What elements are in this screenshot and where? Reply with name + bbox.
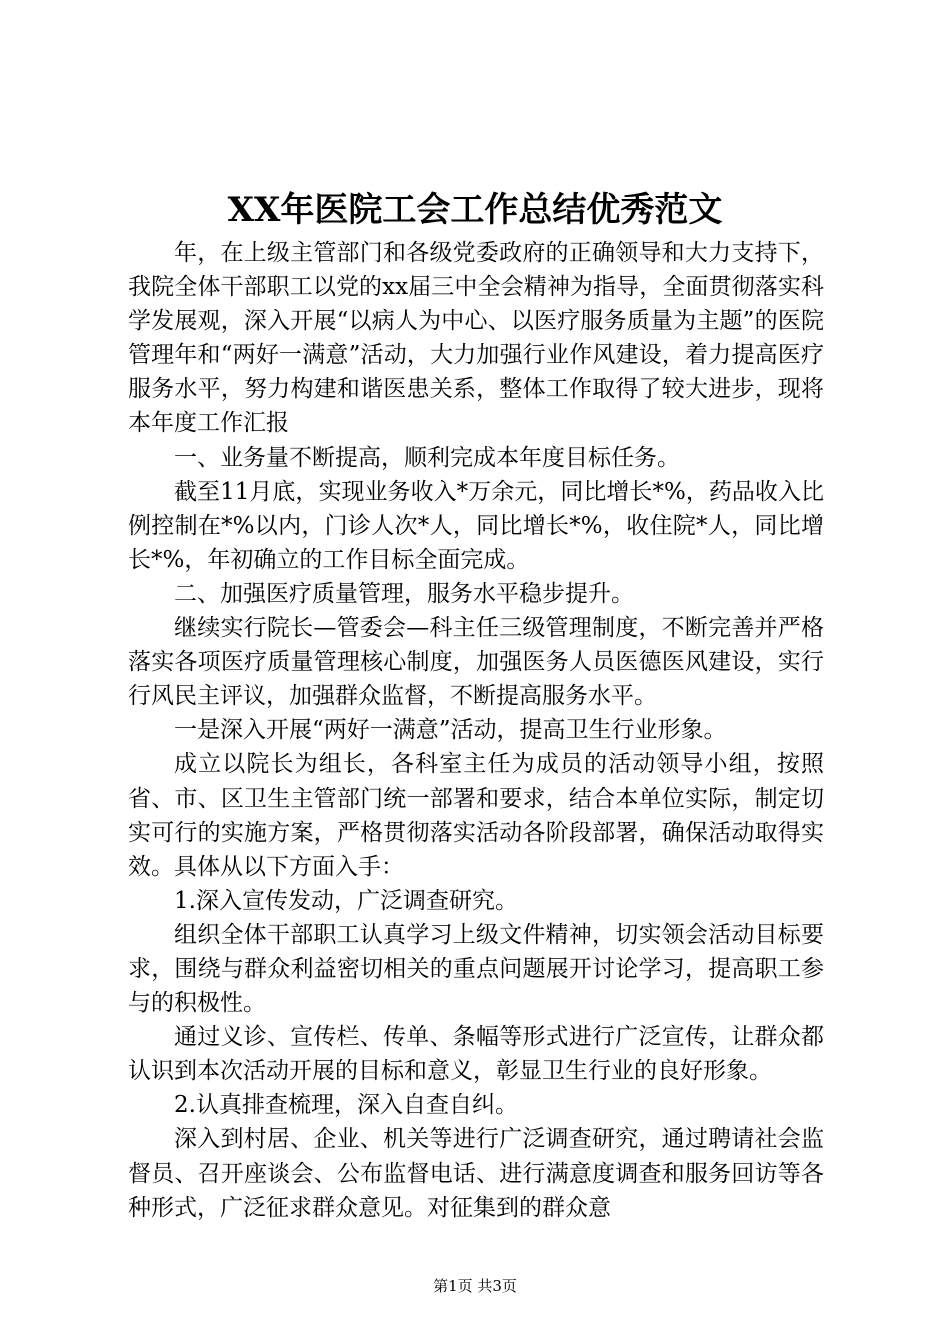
paragraph-publicity: 通过义诊、宣传栏、传单、条幅等形式进行广泛宣传，让群众都认识到本次活动开展的目标和意义，彰显卫生行业的良好形象。 — [128, 1024, 824, 1085]
heading-section-2: 二、加强医疗质量管理，服务水平稳步提升。 — [174, 580, 634, 607]
document-body — [128, 236, 824, 1225]
paragraph-business-stats: 截至11月底，实现业务收入*万余元，同比增长*%，药品收入比例控制在*%以内，门诊人次*人，同比增长*%，收住院*人，同比增长*%，年初确立的工作目标全面完成。 — [128, 478, 824, 573]
heading-subsection-1: 一是深入开展“两好一满意”活动，提高卫生行业形象。 — [174, 717, 727, 744]
heading-item-1: 1.深入宣传发动，广泛调查研究。 — [174, 887, 518, 914]
paragraph-intro: 年，在上级主管部门和各级党委政府的正确领导和大力支持下，我院全体干部职工以党的xx届三中全会精神为指导，全面贯彻落实科学发展观，深入开展“以病人为中心、以医疗服务质量为主题”的医院管理年和“两好一满意”活动，大力加强行业作风建设，着力提高医疗服务水平，努力构建和谐医患关系，整体工作取得了较大进步，现将本年度工作汇报 — [128, 240, 824, 437]
paragraph-leadership-group: 成立以院长为组长，各科室主任为成员的活动领导小组，按照省、市、区卫生主管部门统一部署和要求，结合本单位实际，制定切实可行的实施方案，严格贯彻落实活动各阶段部署，确保活动取得实效。具体从以下方面入手： — [128, 751, 824, 880]
paragraph-investigation: 深入到村居、企业、机关等进行广泛调查研究，通过聘请社会监督员、召开座谈会、公布监督电话、进行满意度调查和服务回访等各种形式，广泛征求群众意见。对征集到的群众意 — [128, 1126, 824, 1221]
heading-item-2: 2.认真排查梳理，深入自查自纠。 — [174, 1092, 518, 1119]
document-title: XX年医院工会工作总结优秀范文 — [227, 190, 723, 230]
page-number-footer: 第1页 共3页 — [433, 1277, 517, 1295]
paragraph-quality-management: 继续实行院长—管委会—科主任三级管理制度，不断完善并严格落实各项医疗质量管理核心制度，加强医务人员医德医风建设，实行行风民主评议，加强群众监督，不断提高服务水平。 — [128, 615, 824, 710]
heading-section-1: 一、业务量不断提高，顺利完成本年度目标任务。 — [174, 444, 680, 471]
paragraph-study: 组织全体干部职工认真学习上级文件精神，切实领会活动目标要求，围绕与群众利益密切相关的重点问题展开讨论学习，提高职工参与的积极性。 — [128, 921, 824, 1017]
